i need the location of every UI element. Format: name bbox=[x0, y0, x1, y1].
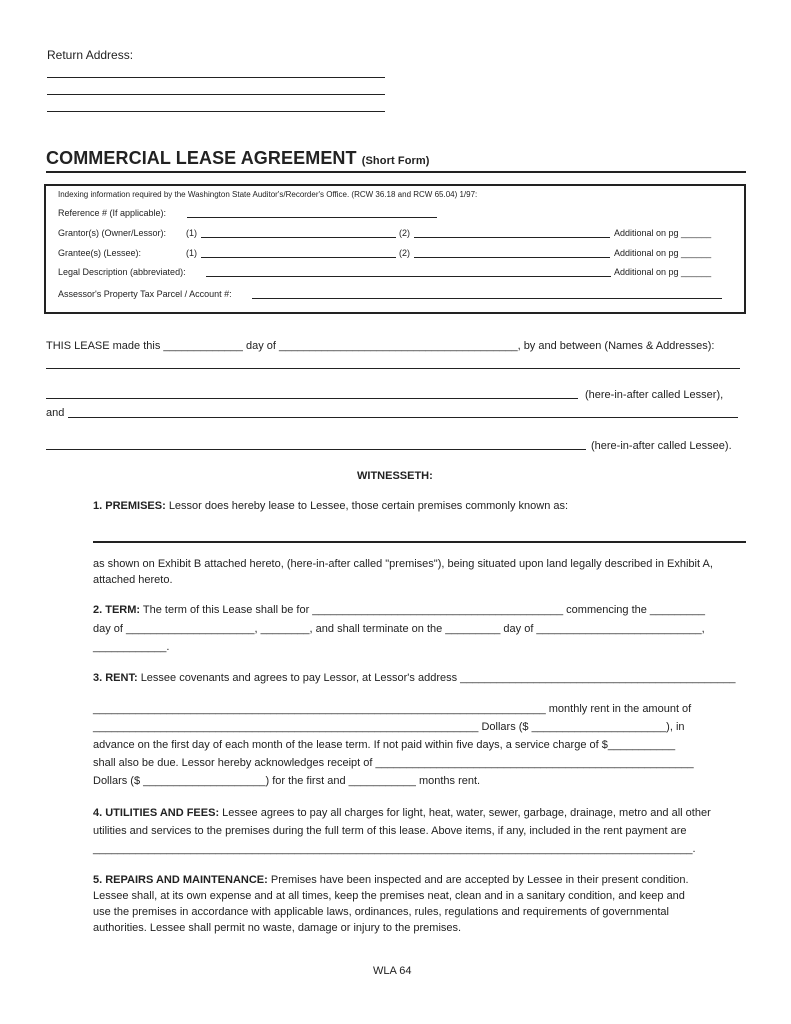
term-text-1: The term of this Lease shall be for _________________________________________ commencing the _________ bbox=[142, 604, 705, 616]
return-address-line-3[interactable] bbox=[47, 111, 385, 112]
grantor-num-1: (1) bbox=[186, 228, 197, 238]
parcel-field[interactable] bbox=[252, 298, 722, 299]
reference-field[interactable] bbox=[187, 217, 437, 218]
return-address-label: Return Address: bbox=[47, 48, 134, 62]
parcel-label: Assessor's Property Tax Parcel / Account #: bbox=[58, 289, 232, 299]
reference-label: Reference # (If applicable): bbox=[58, 208, 167, 218]
grantor-additional: Additional on pg ______ bbox=[614, 228, 712, 238]
repairs-text-1: Premises have been inspected and are accepted by Lessee in their present condition. bbox=[270, 874, 689, 886]
rent-line-4: advance on the first day of each month of the lease term. If not paid within five days, a service charge of $___________ bbox=[93, 739, 676, 751]
legal-additional: Additional on pg ______ bbox=[614, 267, 712, 277]
title-main: COMMERCIAL LEASE AGREEMENT bbox=[46, 148, 357, 168]
grantor-num-2: (2) bbox=[399, 228, 410, 238]
term-heading: 2. TERM: bbox=[93, 604, 141, 616]
utilities-text-1: Lessee agrees to pay all charges for light, heat, water, sewer, garbage, drainage, metro and all other bbox=[222, 807, 711, 819]
names-addresses-field-2[interactable] bbox=[68, 417, 738, 418]
return-address-line-2[interactable] bbox=[47, 94, 385, 95]
rent-text-1: Lessee covenants and agrees to pay Lessor, at Lessor's address _____________________________________________ bbox=[140, 672, 736, 684]
utilities-line-1 bbox=[93, 807, 711, 819]
rent-heading: 3. RENT: bbox=[93, 672, 138, 684]
title-rule bbox=[46, 171, 746, 173]
term-line-3: ____________. bbox=[93, 641, 170, 653]
premises-heading: 1. PREMISES: bbox=[93, 500, 166, 512]
rent-line-6: Dollars ($ ____________________) for the first and ___________ months rent. bbox=[93, 775, 481, 787]
lessee-field[interactable] bbox=[46, 449, 586, 450]
and-label: and bbox=[46, 407, 65, 419]
witnesseth-heading: WITNESSETH: bbox=[357, 470, 433, 482]
grantee-additional: Additional on pg ______ bbox=[614, 248, 712, 258]
document-title bbox=[46, 148, 430, 169]
repairs-line-3: use the premises in accordance with applicable laws, ordinances, rules, regulations and requirements of governmental bbox=[93, 906, 669, 918]
grantee-num-1: (1) bbox=[186, 248, 197, 258]
utilities-heading: 4. UTILITIES AND FEES: bbox=[93, 807, 220, 819]
return-address-line-1[interactable] bbox=[47, 77, 385, 78]
term-line-2: day of _____________________, ________, and shall terminate on the _________ day of ___________________________, bbox=[93, 623, 705, 635]
grantor-field-2[interactable] bbox=[414, 237, 610, 238]
premises-text: Lessor does hereby lease to Lessee, those certain premises commonly known as: bbox=[168, 500, 569, 512]
utilities-line-2: utilities and services to the premises during the full term of this lease. Above items, if any, included in the rent payment are bbox=[93, 825, 687, 837]
repairs-line-2: Lessee shall, at its own expense and at all times, keep the premises neat, clean and in a sanitary condition, and keep and bbox=[93, 890, 685, 902]
premises-field[interactable] bbox=[93, 541, 746, 543]
premises-after-text: as shown on Exhibit B attached hereto, (here-in-after called "premises"), being situated upon land legally described in Exhibit A, attached hereto. bbox=[93, 558, 713, 586]
grantee-num-2: (2) bbox=[399, 248, 410, 258]
grantee-label: Grantee(s) (Lessee): bbox=[58, 248, 142, 258]
term-line-1 bbox=[93, 604, 705, 616]
title-sub: (Short Form) bbox=[361, 155, 430, 167]
legal-description-field[interactable] bbox=[206, 276, 611, 277]
legal-description-label: Legal Description (abbreviated): bbox=[58, 267, 186, 277]
lesser-field[interactable] bbox=[46, 398, 578, 399]
names-addresses-field-1[interactable] bbox=[46, 368, 740, 369]
rent-line-5: shall also be due. Lessor hereby acknowledges receipt of ____________________________________________________ bbox=[93, 757, 694, 769]
grantee-field-2[interactable] bbox=[414, 257, 610, 258]
grantor-field-1[interactable] bbox=[201, 237, 396, 238]
utilities-line-3: __________________________________________________________________________________________________. bbox=[93, 843, 696, 855]
indexing-note: Indexing information required by the Washington State Auditor's/Recorder's Office. (RCW 36.18 and RCW 65.04) 1/97: bbox=[58, 190, 478, 199]
rent-line-2: __________________________________________________________________________ monthly rent in the amount of bbox=[93, 703, 692, 715]
grantor-label: Grantor(s) (Owner/Lessor): bbox=[58, 228, 167, 238]
grantee-field-1[interactable] bbox=[201, 257, 396, 258]
premises-section bbox=[93, 500, 568, 512]
repairs-line-1 bbox=[93, 874, 689, 886]
lessee-label: (here-in-after called Lessee). bbox=[591, 440, 732, 452]
footer-code: WLA 64 bbox=[373, 965, 412, 977]
lesser-label: (here-in-after called Lesser), bbox=[585, 389, 724, 401]
repairs-heading: 5. REPAIRS AND MAINTENANCE: bbox=[93, 874, 268, 886]
rent-line-3: _______________________________________________________________ Dollars ($ ______________________), in bbox=[93, 721, 685, 733]
rent-line-1 bbox=[93, 672, 735, 684]
intro-line: THIS LEASE made this _____________ day of _______________________________________, by and between (Names & Addresses): bbox=[46, 340, 715, 352]
repairs-line-4: authorities. Lessee shall permit no waste, damage or injury to the premises. bbox=[93, 922, 462, 934]
